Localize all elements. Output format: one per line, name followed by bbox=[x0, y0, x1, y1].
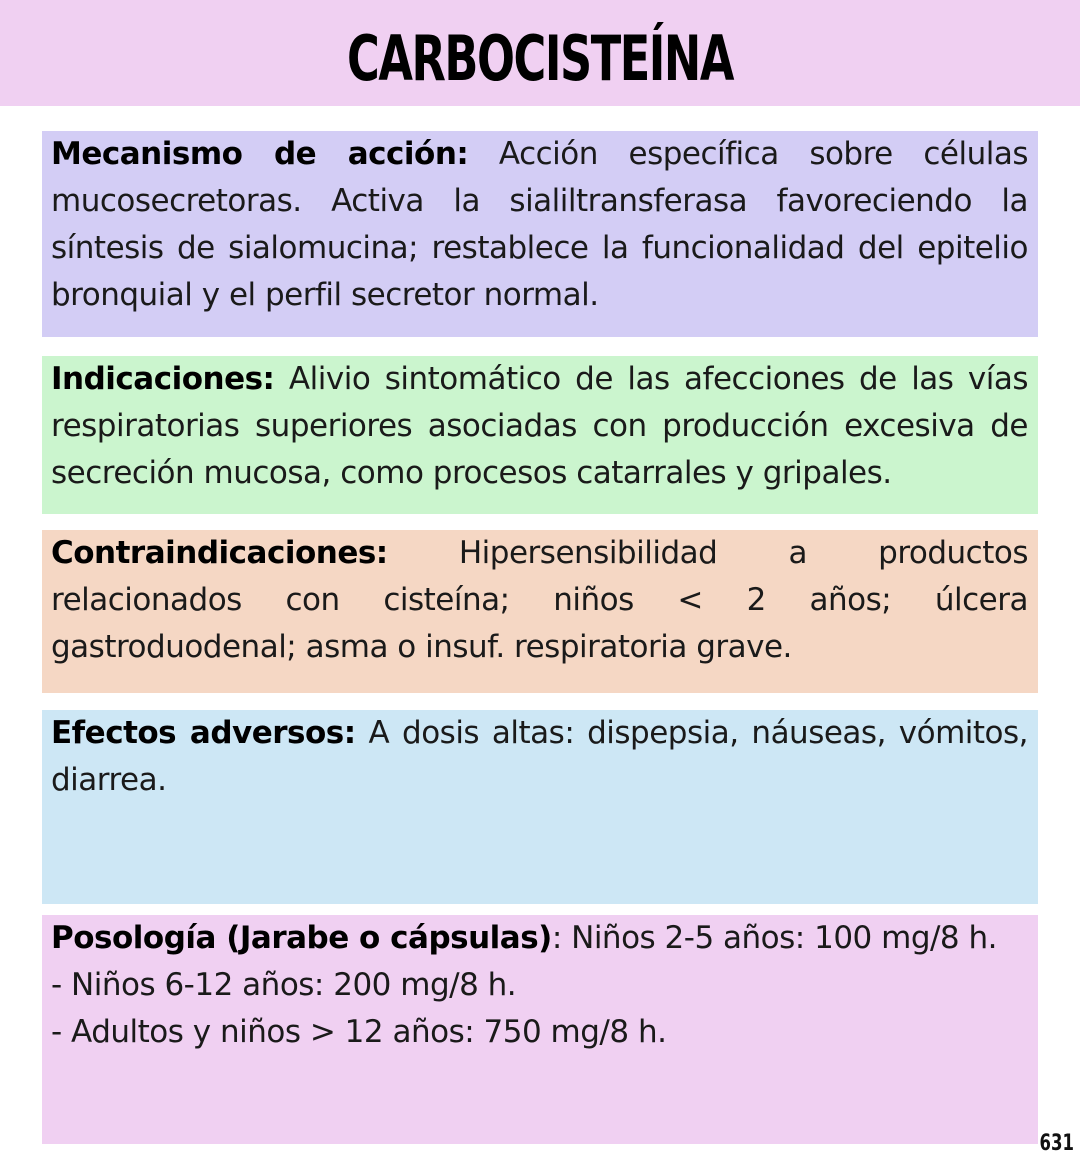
mechanism-label: Mecanismo de acción: bbox=[51, 136, 469, 172]
contraindications-label: Contraindicaciones: bbox=[51, 535, 388, 571]
dosage-text-1: : Niños 2-5 años: 100 mg/8 h. bbox=[551, 920, 998, 956]
indications-text: Alivio sintomático de las afecciones de las vías respiratorias superiores asociadas con producción excesiva de secreción mucosa, como procesos catarrales y gripales. bbox=[51, 361, 1028, 491]
dosage-line-2: - Niños 6-12 años: 200 mg/8 h. bbox=[51, 967, 517, 1003]
contraindications-paragraph bbox=[51, 530, 1028, 671]
mechanism-text: Acción específica sobre células mucosecretoras. Activa la sialiltransferasa favoreciendo la síntesis de sialomucina; restablece la funcionalidad del epitelio bronquial y el perfil secretor normal. bbox=[51, 136, 1028, 313]
mechanism-paragraph bbox=[51, 131, 1028, 319]
adverse-effects-section bbox=[42, 710, 1038, 904]
adverse-effects-paragraph bbox=[51, 710, 1028, 804]
contraindications-text: Hipersensibilidad a productos relacionados con cisteína; niños < 2 años; úlcera gastroduodenal; asma o insuf. respiratoria grave. bbox=[51, 535, 1028, 665]
dosage-paragraph bbox=[51, 915, 1028, 1056]
dosage-line-1 bbox=[51, 915, 1028, 962]
indications-label: Indicaciones: bbox=[51, 361, 275, 397]
dosage-section bbox=[42, 915, 1038, 1144]
mechanism-section bbox=[42, 131, 1038, 337]
page-title: CARBOCISTEÍNA bbox=[347, 21, 733, 95]
dosage-line-3: - Adultos y niños > 12 años: 750 mg/8 h. bbox=[51, 1014, 667, 1050]
adverse-effects-text: A dosis altas: dispepsia, náuseas, vómitos, diarrea. bbox=[51, 715, 1029, 798]
page-number: 631 bbox=[1039, 1131, 1074, 1156]
adverse-effects-label: Efectos adversos: bbox=[51, 715, 356, 751]
page-header bbox=[0, 0, 1080, 106]
indications-paragraph bbox=[51, 356, 1028, 497]
dosage-label: Posología (Jarabe o cápsulas) bbox=[51, 920, 552, 956]
contraindications-section bbox=[42, 530, 1038, 693]
indications-section bbox=[42, 356, 1038, 514]
